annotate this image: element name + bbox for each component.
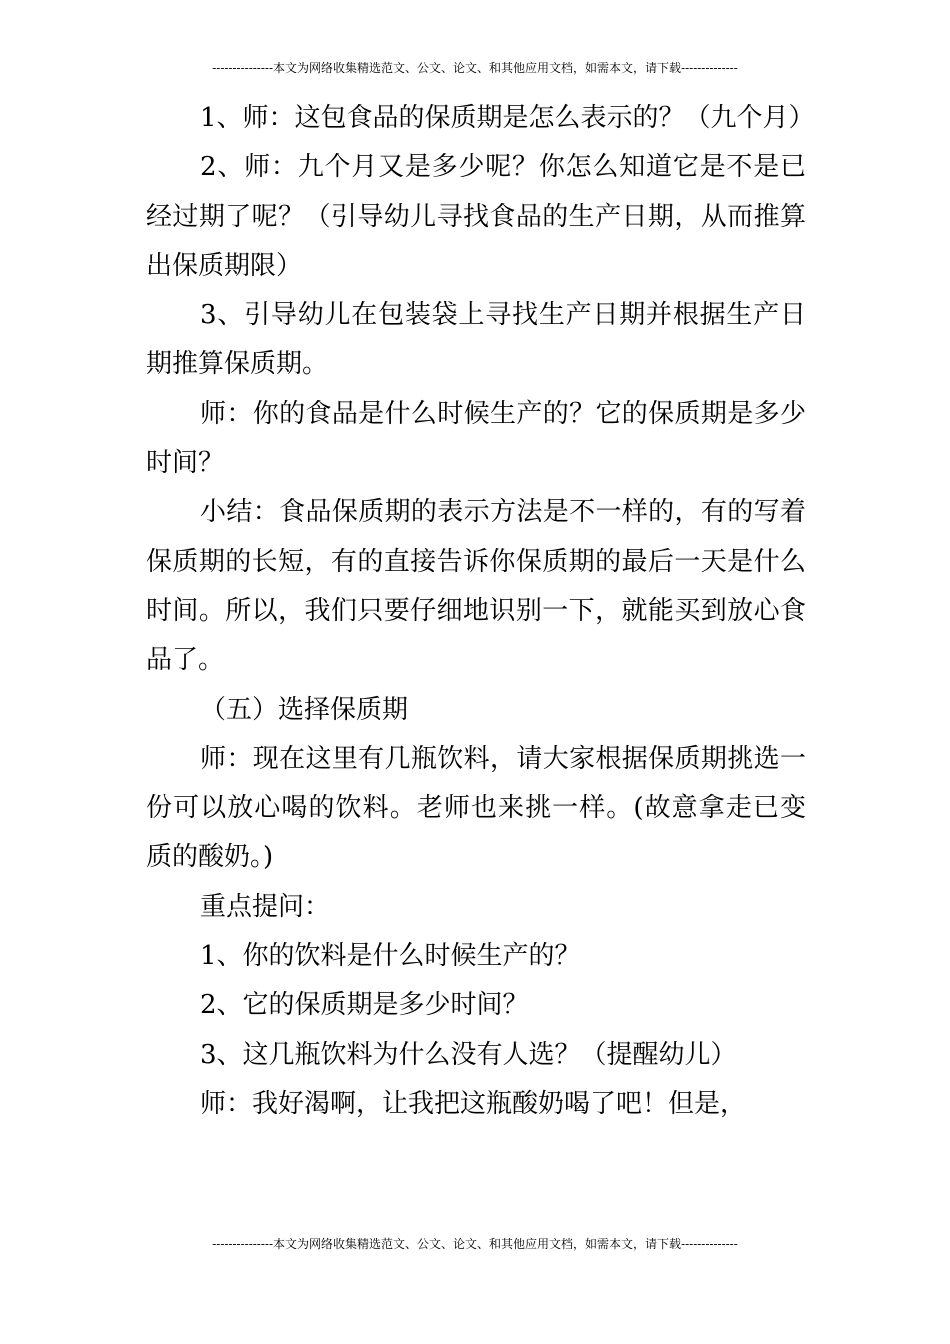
paragraph-3: 3、引导幼儿在包装袋上寻找生产日期并根据生产日期推算保质期。 bbox=[146, 300, 806, 380]
paragraph-9: 2、它的保质期是多少时间？ bbox=[200, 990, 529, 1021]
paragraph-11: 师：我好渴啊，让我把这瓶酸奶喝了吧！但是， bbox=[200, 1088, 747, 1119]
section-heading: （五）选择保质期 bbox=[200, 694, 409, 725]
paragraph-10: 3、这几瓶饮料为什么没有人选？（提醒幼儿） bbox=[200, 1039, 737, 1070]
paragraph-8: 1、你的饮料是什么时候生产的？ bbox=[200, 941, 581, 972]
paragraph-7: 重点提问： bbox=[200, 891, 331, 922]
paragraph-4: 师：你的食品是什么时候生产的？它的保质期是多少时间？ bbox=[146, 398, 806, 479]
page-header: ---------------本文为网络收集精选范文、公文、论文、和其他应用文档，如需本文，请下载-------------- bbox=[212, 61, 738, 75]
paragraph-1: 1、师：这包食品的保质期是怎么表示的？（九个月） bbox=[200, 103, 815, 133]
document-body bbox=[146, 94, 815, 1129]
paragraph-5: 小结：食品保质期的表示方法是不一样的，有的写着保质期的长短，有的直接告诉你保质期的最后一天是什么时间。所以，我们只要仔细地识别一下，就能买到放心食品了。 bbox=[146, 497, 806, 676]
paragraph-6: 师：现在这里有几瓶饮料，请大家根据保质期挑选一份可以放心喝的饮料。老师也来挑一样。(故意拿走已变质的酸奶。) bbox=[146, 743, 806, 873]
paragraph-2: 2、师：九个月又是多少呢？你怎么知道它是不是已经过期了呢？（引导幼儿寻找食品的生产日期，从而推算出保质期限） bbox=[146, 152, 806, 281]
page-footer: ---------------本文为网络收集精选范文、公文、论文、和其他应用文档，如需本文，请下载-------------- bbox=[212, 1237, 738, 1251]
